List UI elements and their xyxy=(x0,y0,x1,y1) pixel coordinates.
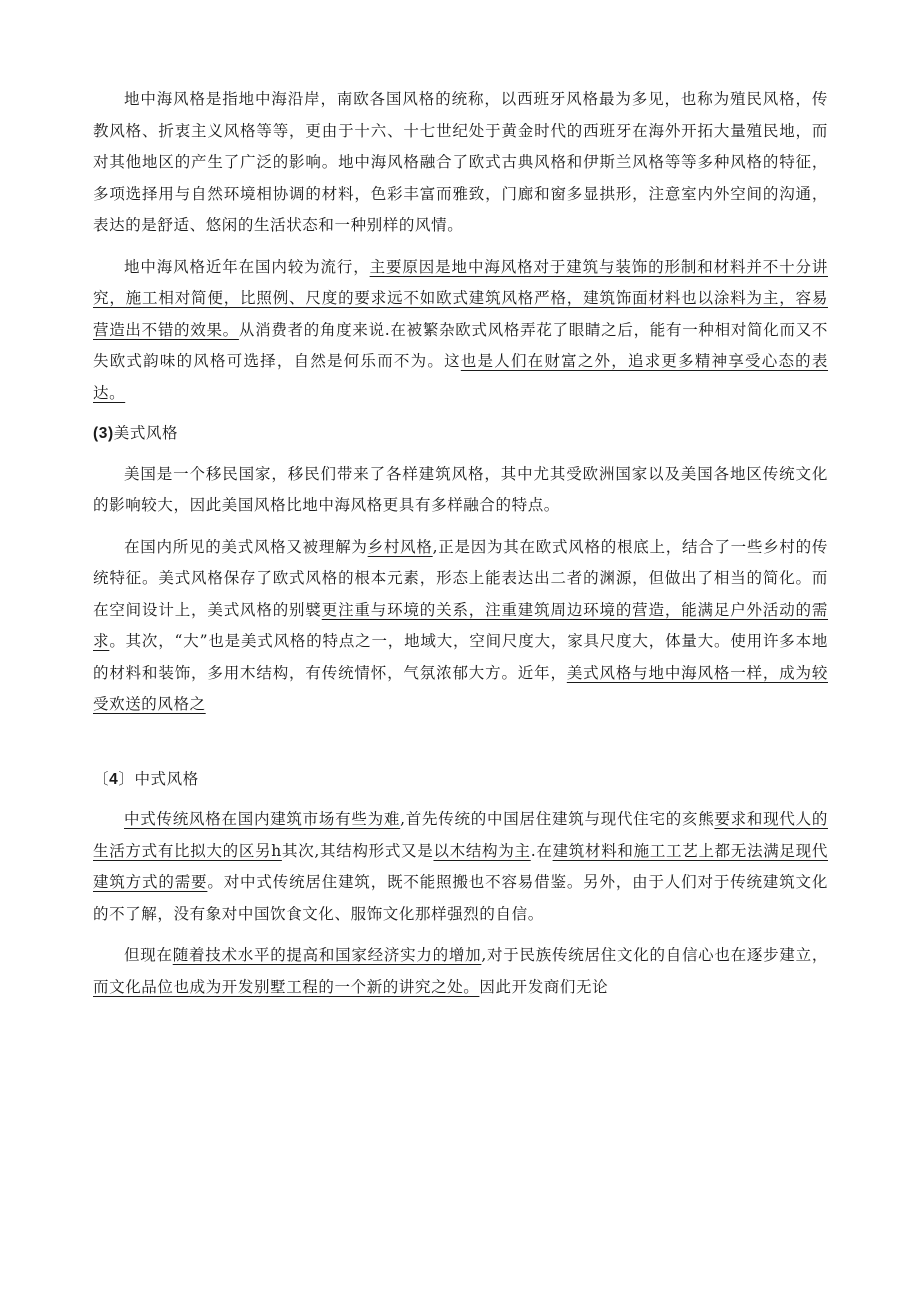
text-segment: 。其次，“大”也是美式风格的特点之一，地域大，空间尺度大，家具尺度大，体量大。使用许多本地的材料和装饰，多用木结构，有传统情怀，气氛浓郁大方。近年， xyxy=(93,632,828,682)
paragraph-text: 美国是一个移民国家，移民们带来了各样建筑风格，其中尤其受欧洲国家以及美国各地区传统文化的影响较大，因此美国风格比地中海风格更具有多样融合的特点。 xyxy=(93,464,828,514)
underlined-text: 以木结构为主 xyxy=(433,841,531,860)
bracket-close: 〕 xyxy=(118,769,135,788)
section-heading-american xyxy=(93,418,828,450)
section-number: (3) xyxy=(93,425,114,442)
section-heading-chinese xyxy=(93,764,828,796)
text-segment: .在 xyxy=(530,841,553,860)
underlined-text: 建筑材料和施工工艺上都无法满足现代建筑方式的需要 xyxy=(93,841,828,891)
text-segment: 因此开发商们无论 xyxy=(479,977,609,996)
paragraph-mediterranean-intro xyxy=(93,84,828,242)
bracket-open: 〔 xyxy=(93,769,110,788)
text-segment: ,对于民族传统居住文化的自信心也在逐步建立， xyxy=(481,946,828,964)
text-segment: 其次,其结构形式又是 xyxy=(281,841,434,860)
section-title: 中式风格 xyxy=(134,769,199,788)
text-segment: 在国内所见的美式风格又被理解为 xyxy=(124,537,368,556)
underlined-text: 美式风格与地中海风格一样，成为较受欢送的风格之 xyxy=(93,663,828,713)
text-segment: 。对中式传统居住建筑，既不能照搬也不容易借鉴。另外，由于人们对于传统建筑文化的不了解，没有象对中国饮食文化、服饰文化那样强烈的自信。 xyxy=(93,873,828,923)
underlined-text: 也是人们在财富之外，追求更多精神享受心态的表达。 xyxy=(93,352,829,402)
text-segment: 但现在 xyxy=(124,946,173,964)
underlined-text: 乡村风格 xyxy=(367,537,433,556)
text-segment: ,首先传统的中国居住建筑与现代住宅的亥熊 xyxy=(400,810,715,828)
paragraph-text: 地中海风格是指地中海沿岸，南欧各国风格的统称，以西班牙风格最为多见，也称为殖民风格，传教风格、折衷主义风格等等，更由于十六、十七世纪处于黄金时代的西班牙在海外开拓大量殖民地，而对其他地区的产生了广泛的影响。地中海风格融合了欧式古典风格和伊斯兰风格等等多种风格的特征，多项选择用与自然环境相协调的材料，色彩丰富而雅致，门廊和窗多显拱形，注意室内外空间的沟通，表达的是舒适、悠闲的生活状态和一种别样的风情。 xyxy=(93,90,828,234)
document-page xyxy=(93,84,828,1003)
underlined-text: 随着技术水平的提高和国家经济实力的增加 xyxy=(172,946,482,964)
text-segment: ,正是因为其在欧式风格的根底上，结合了一些乡村的传统特征。美式风格保存了欧式风格的根本元素，形态上能表达出二者的渊源，但做出了相当的简化。而在空间设计上，美式风格的别襞 xyxy=(93,537,828,619)
section-number: 4 xyxy=(109,770,119,788)
paragraph-american-domestic xyxy=(93,532,828,721)
paragraph-chinese-difficulty xyxy=(93,804,828,930)
text-segment: 从消费者的角度来说.在被繁杂欧式风格弄花了眼睛之后，能有一种相对简化而又不失欧式韵味的风格可选择，自然是何乐而不为。这 xyxy=(93,320,828,370)
underlined-text: 中式传统风格在国内建筑市场有些为难 xyxy=(124,810,401,828)
underlined-text: 主要原因是地中海风格对于建筑与装饰的形制和材料并不十分讲究，施工相对简便，比照例、尺度的要求远不如欧式建筑风格严格，建筑饰面材料也以涂料为主，容易营造出不错的效果。 xyxy=(93,257,828,339)
paragraph-mediterranean-popularity xyxy=(93,252,828,410)
text-segment: 地中海风格近年在国内较为流行， xyxy=(124,257,370,276)
paragraph-chinese-revival xyxy=(93,940,828,1003)
underlined-text: 而文化品位也成为开发别墅工程的一个新的讲究之处。 xyxy=(93,977,480,996)
underlined-text: 要求和现代人的生活方式有比拟大的区另h xyxy=(93,810,828,860)
section-title: 美式风格 xyxy=(113,424,179,442)
underlined-text: 更注重与环境的关系，注重建筑周边环境的营造，能满足户外活动的需求 xyxy=(93,600,829,650)
paragraph-american-intro xyxy=(93,459,828,522)
